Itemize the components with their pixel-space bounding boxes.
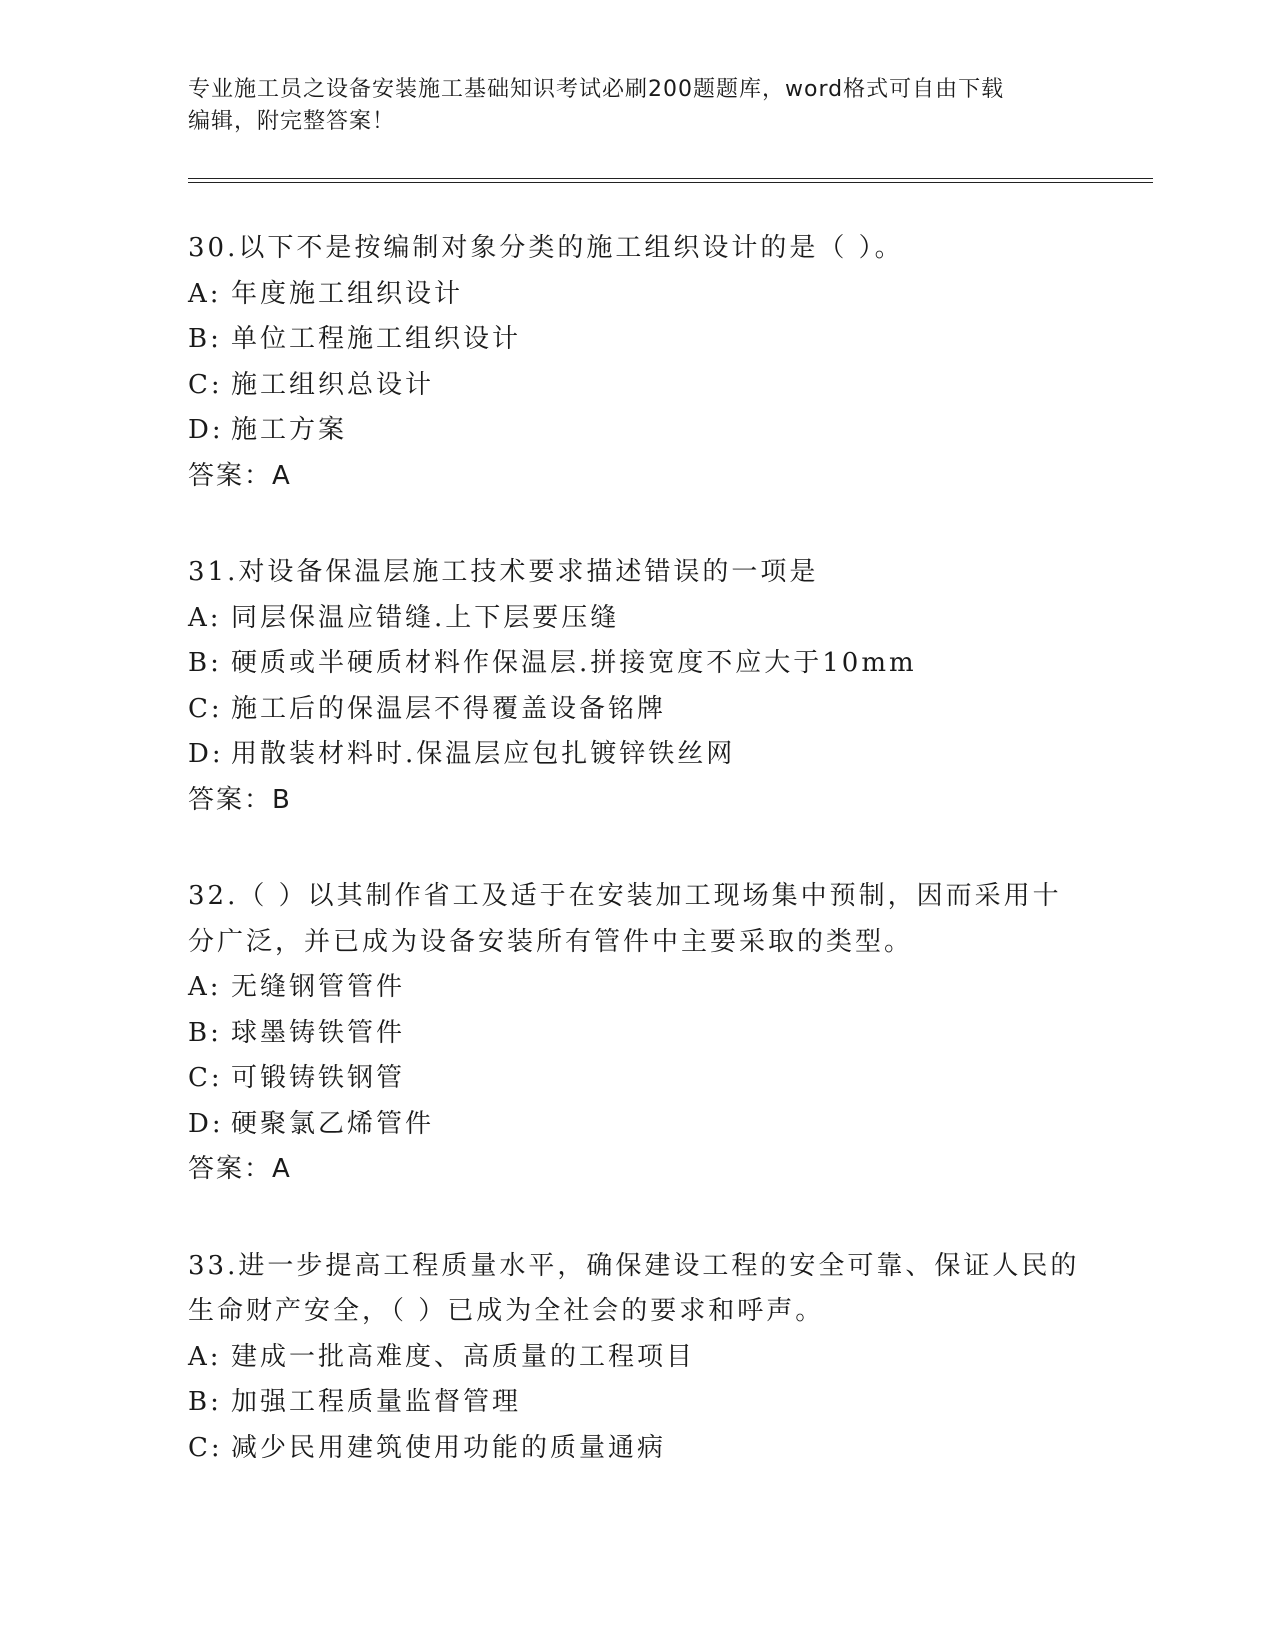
option-c bbox=[188, 687, 1088, 733]
option-text: 用散装材料时.保温层应包扎镀锌铁丝网 bbox=[231, 739, 736, 769]
option-d bbox=[188, 408, 1088, 454]
option-d bbox=[188, 732, 1088, 778]
question-stem-line-2: 生命财产安全，（ ）已成为全社会的要求和呼声。 bbox=[188, 1296, 825, 1326]
option-key: A: bbox=[188, 1341, 222, 1372]
option-key: B: bbox=[188, 648, 222, 678]
option-a bbox=[188, 1335, 1088, 1381]
option-text: 建成一批高难度、高质量的工程项目 bbox=[231, 1341, 696, 1372]
option-key: C: bbox=[188, 1063, 223, 1093]
question-list bbox=[188, 226, 1088, 1522]
question-stem-line-1: 32.（ ）以其制作省工及适于在安装加工现场集中预制，因而采用十 bbox=[188, 881, 1062, 911]
option-b bbox=[188, 317, 1088, 363]
option-text: 硬质或半硬质材料作保温层.拼接宽度不应大于10mm bbox=[231, 648, 917, 678]
header-line-2: 编辑，附完整答案！ bbox=[188, 109, 396, 134]
option-a bbox=[188, 272, 1088, 318]
question-stem-line-2: 分广泛，并已成为设备安装所有管件中主要采取的类型。 bbox=[188, 926, 914, 957]
option-text: 可锻铸铁钢管 bbox=[231, 1063, 406, 1093]
question-stem-line-1: 33.进一步提高工程质量水平，确保建设工程的安全可靠、保证人民的 bbox=[188, 1250, 1080, 1281]
option-key: A: bbox=[188, 278, 222, 309]
header-line-1: 专业施工员之设备安装施工基础知识考试必刷200题题库，word格式可自由下载 bbox=[188, 77, 1005, 102]
option-key: B: bbox=[188, 1387, 222, 1417]
option-text: 加强工程质量监督管理 bbox=[231, 1387, 522, 1417]
option-text: 年度施工组织设计 bbox=[231, 278, 464, 309]
option-key: C: bbox=[188, 1432, 223, 1463]
option-text: 无缝钢管管件 bbox=[231, 972, 406, 1002]
option-b bbox=[188, 1011, 1088, 1057]
header-divider-top bbox=[188, 178, 1153, 179]
option-c bbox=[188, 1056, 1088, 1102]
answer-line: 答案：A bbox=[188, 1154, 292, 1184]
option-key: C: bbox=[188, 693, 223, 724]
document-header bbox=[188, 74, 1088, 138]
option-c bbox=[188, 1426, 1088, 1472]
option-a bbox=[188, 965, 1088, 1011]
question-stem: 31.对设备保温层施工技术要求描述错误的一项是 bbox=[188, 557, 819, 587]
option-text: 施工方案 bbox=[231, 415, 348, 445]
question-33 bbox=[188, 1244, 1088, 1472]
option-key: B: bbox=[188, 324, 222, 354]
option-d bbox=[188, 1102, 1088, 1148]
option-key: A: bbox=[188, 972, 222, 1002]
option-text: 硬聚氯乙烯管件 bbox=[231, 1108, 435, 1139]
option-key: D: bbox=[188, 1108, 224, 1139]
option-key: A: bbox=[188, 602, 222, 633]
question-30 bbox=[188, 226, 1088, 499]
question-31 bbox=[188, 550, 1088, 823]
option-text: 施工后的保温层不得覆盖设备铭牌 bbox=[231, 693, 667, 724]
option-key: B: bbox=[188, 1017, 222, 1048]
question-stem: 30.以下不是按编制对象分类的施工组织设计的是（ ）。 bbox=[188, 233, 904, 263]
option-c bbox=[188, 363, 1088, 409]
option-key: D: bbox=[188, 739, 224, 769]
option-text: 减少民用建筑使用功能的质量通病 bbox=[231, 1432, 667, 1463]
option-text: 施工组织总设计 bbox=[231, 369, 435, 400]
option-key: C: bbox=[188, 369, 223, 400]
option-key: D: bbox=[188, 415, 224, 445]
option-a bbox=[188, 596, 1088, 642]
option-text: 同层保温应错缝.上下层要压缝 bbox=[231, 602, 620, 633]
option-text: 单位工程施工组织设计 bbox=[231, 324, 522, 354]
answer-line: 答案：A bbox=[188, 460, 292, 491]
answer-line: 答案：B bbox=[188, 784, 292, 815]
option-b bbox=[188, 1380, 1088, 1426]
option-text: 球墨铸铁管件 bbox=[231, 1017, 406, 1048]
header-divider-bottom bbox=[188, 182, 1153, 183]
question-32 bbox=[188, 874, 1088, 1193]
option-b bbox=[188, 641, 1088, 687]
